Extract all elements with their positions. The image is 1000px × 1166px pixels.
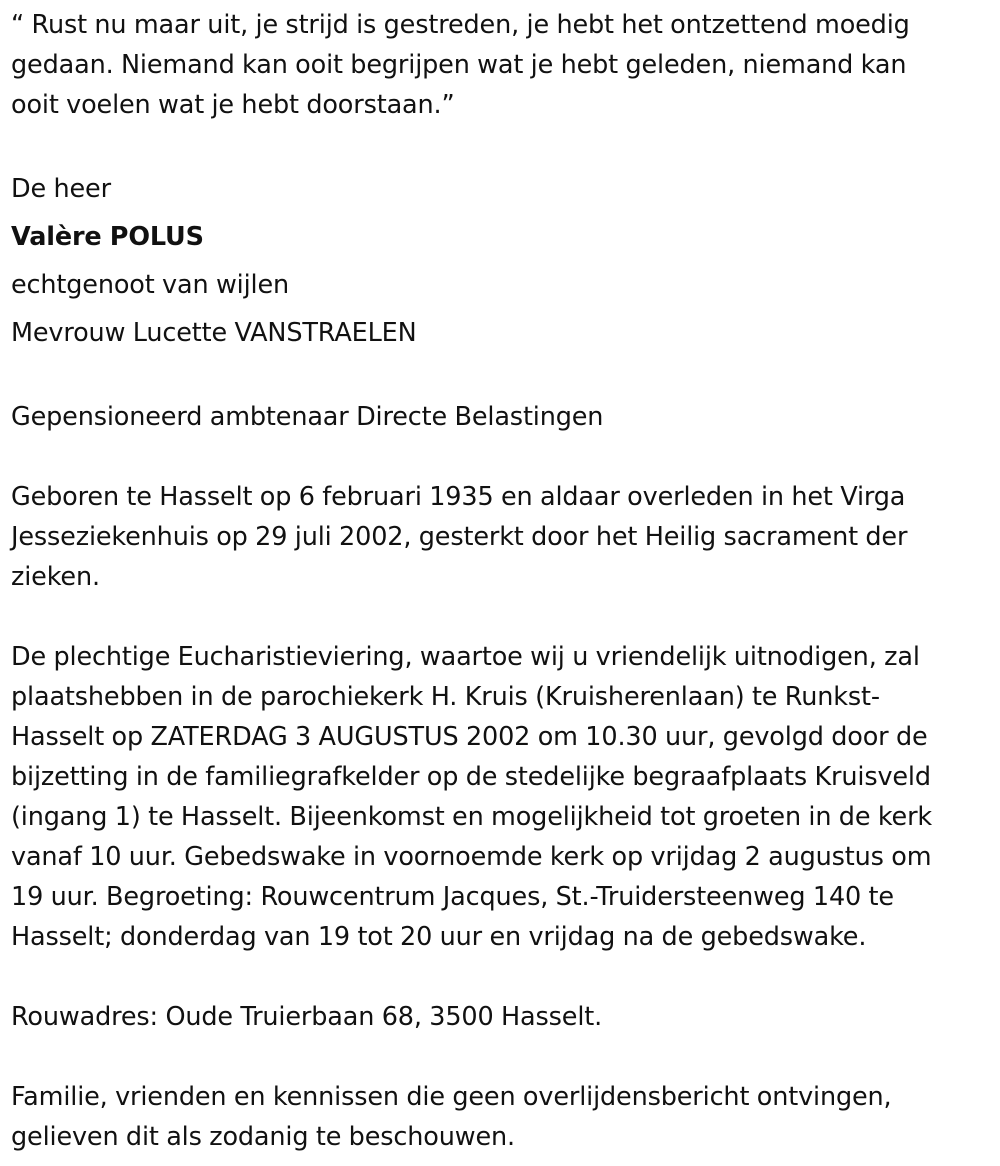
- birth-death-line: zieken.: [11, 562, 100, 592]
- ceremony-line: plaatshebben in de parochiekerk H. Kruis (Kruisherenlaan) te Runkst-: [11, 682, 880, 712]
- quote-line: “ Rust nu maar uit, je strijd is gestreden, je hebt het ontzettend moedig: [11, 10, 910, 40]
- quote-line: gedaan. Niemand kan ooit begrijpen wat je hebt geleden, niemand kan: [11, 50, 907, 80]
- ceremony-line: Hasselt; donderdag van 19 tot 20 uur en vrijdag na de gebedswake.: [11, 922, 867, 952]
- opening-quote: [11, 0, 991, 125]
- spouse-name: Mevrouw Lucette VANSTRAELEN: [11, 318, 417, 348]
- ceremony-paragraph: [11, 637, 991, 957]
- occupation: Gepensioneerd ambtenaar Directe Belastingen: [11, 402, 604, 432]
- salutation: De heer: [11, 174, 111, 204]
- relation: echtgenoot van wijlen: [11, 270, 290, 300]
- deceased-name: Valère POLUS: [11, 222, 204, 252]
- closing-line: Familie, vrienden en kennissen die geen overlijdensbericht ontvingen,: [11, 1082, 892, 1112]
- birth-death-paragraph: [11, 477, 991, 597]
- closing-line: gelieven dit als zodanig te beschouwen.: [11, 1122, 515, 1152]
- ceremony-line: 19 uur. Begroeting: Rouwcentrum Jacques, St.-Truidersteenweg 140 te: [11, 882, 894, 912]
- obituary-document: [11, 0, 991, 1157]
- birth-death-line: Geboren te Hasselt op 6 februari 1935 en aldaar overleden in het Virga: [11, 482, 906, 512]
- ceremony-line: bijzetting in de familiegrafkelder op de stedelijke begraafplaats Kruisveld: [11, 762, 931, 792]
- name-block: [11, 165, 991, 357]
- ceremony-line: (ingang 1) te Hasselt. Bijeenkomst en mogelijkheid tot groeten in de kerk: [11, 802, 933, 832]
- ceremony-line: vanaf 10 uur. Gebedswake in voornoemde kerk op vrijdag 2 augustus om: [11, 842, 932, 872]
- ceremony-line: Hasselt op ZATERDAG 3 AUGUSTUS 2002 om 10.30 uur, gevolgd door de: [11, 722, 928, 752]
- closing-paragraph: [11, 1077, 991, 1157]
- birth-death-line: Jesseziekenhuis op 29 juli 2002, gesterkt door het Heilig sacrament der: [11, 522, 908, 552]
- quote-line: ooit voelen wat je hebt doorstaan.”: [11, 90, 455, 120]
- mourning-address: Rouwadres: Oude Truierbaan 68, 3500 Hasselt.: [11, 1002, 603, 1032]
- ceremony-line: De plechtige Eucharistieviering, waartoe wij u vriendelijk uitnodigen, zal: [11, 642, 920, 672]
